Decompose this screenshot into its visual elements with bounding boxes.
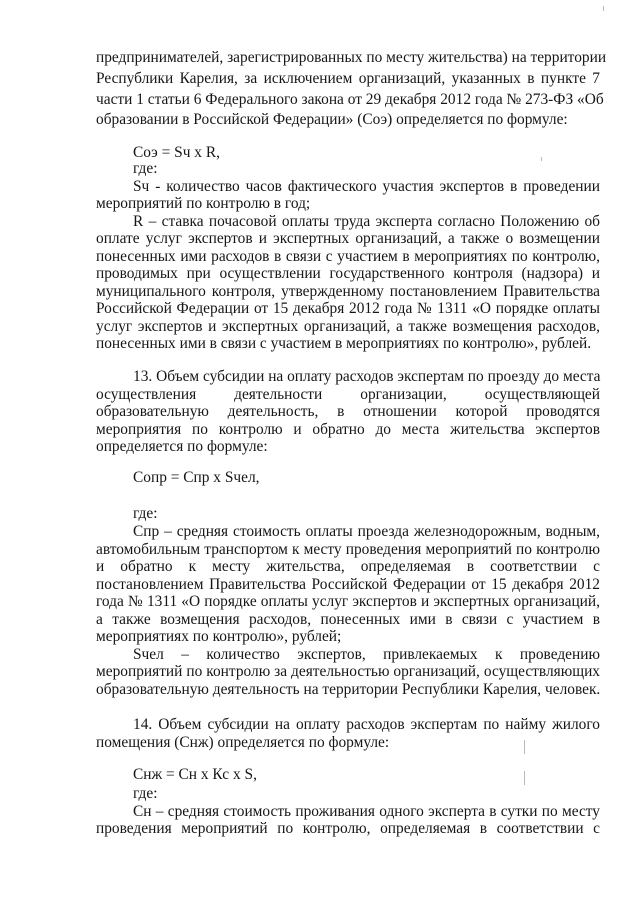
definition-line: услуг экспертов и экспертных организаций, а также возмещения расходов,	[96, 318, 600, 335]
paragraph-13-line: 13. Объем субсидии на оплату расходов экспертам по проезду до места	[133, 368, 601, 385]
formula-snzh: Снж = Сн x Кс x S,	[133, 766, 257, 783]
definition-line: года № 1311 «О порядке оплаты услуг экспертов и экспертных организаций,	[96, 593, 600, 610]
paragraph-13-line: определяется по формуле:	[96, 438, 268, 455]
definition-line: автомобильным транспортом к месту проведения мероприятий по контролю	[96, 541, 600, 558]
definition-line: понесенных ими расходов в связи с участием в мероприятиях по контролю,	[96, 248, 600, 265]
definition-line: мероприятий по контролю в год;	[96, 195, 311, 212]
paragraph-13-line: осуществления деятельности организации, осуществляющей	[96, 386, 600, 403]
definition-line: R – ставка почасовой оплаты труда эксперта согласно Положению об	[133, 213, 600, 230]
paragraph-13-line: образовательную деятельность, в отношении которой проводятся	[96, 403, 600, 420]
definition-line: постановлением Правительства Российской Федерации от 15 декабря 2012	[96, 576, 600, 593]
where-label: где:	[133, 785, 158, 802]
scan-speck	[541, 157, 542, 161]
where-label: где:	[133, 160, 158, 177]
paragraph-14-line: помещения (Снж) определяется по формуле:	[96, 734, 390, 751]
formula-sopr: Сопр = Спр x Sчел,	[133, 469, 260, 486]
definition-line: Спр – средняя стоимость оплаты проезда железнодорожным, водным,	[133, 523, 600, 540]
paragraph-13-line: мероприятия по контролю и обратно до места жительства экспертов	[96, 421, 600, 438]
definition-line: проведения мероприятий по контролю, определяемая в соответствии с	[96, 820, 600, 837]
paragraph-line: части 1 статьи 6 Федерального закона от 29 декабря 2012 года № 273-ФЗ «Об	[96, 91, 604, 108]
definition-line: проводимых при осуществлении государственного контроля (надзора) и	[96, 265, 600, 282]
paragraph-14-line: 14. Объем субсидии на оплату расходов экспертам по найму жилого	[133, 716, 600, 733]
paragraph-line: образовании в Российской Федерации» (Соэ) определяется по формуле:	[96, 111, 568, 128]
definition-line: мероприятий по контролю за деятельностью организаций, осуществляющих	[96, 663, 600, 680]
definition-line: муниципального контроля, утвержденному постановлением Правительства	[96, 283, 600, 300]
definition-line: понесенных ими в связи с участием в мероприятиях по контролю», рублей.	[96, 335, 592, 352]
paragraph-line: предпринимателей, зарегистрированных по месту жительства) на территории	[96, 49, 607, 66]
scan-speck	[603, 6, 604, 11]
definition-line: Sчел – количество экспертов, привлекаемых к проведению	[133, 646, 600, 663]
definition-line: а также возмещения расходов, понесенных ими в связи с участием в	[96, 611, 600, 628]
scan-speck	[524, 740, 525, 754]
definition-line: мероприятиях по контролю», рублей;	[96, 628, 342, 645]
definition-line: оплате услуг экспертов и экспертных организаций, а также о возмещении	[96, 230, 600, 247]
definition-line: образовательную деятельность на территории Республики Карелия, человек.	[96, 681, 601, 698]
paragraph-line: Республики Карелия, за исключением организаций, указанных в пункте 7	[96, 70, 600, 87]
scan-speck	[524, 771, 525, 785]
definition-line: и обратно к месту жительства, определяемая в соответствии с	[96, 558, 600, 575]
definition-line: Sч - количество часов фактического участия экспертов в проведении	[133, 178, 600, 195]
definition-line: Российской Федерации от 15 декабря 2012 года № 1311 «О порядке оплаты	[96, 300, 600, 317]
definition-line: Сн – средняя стоимость проживания одного эксперта в сутки по месту	[133, 803, 600, 820]
where-label: где:	[133, 505, 158, 522]
formula-soe: Соэ = Sч x R,	[133, 144, 220, 161]
